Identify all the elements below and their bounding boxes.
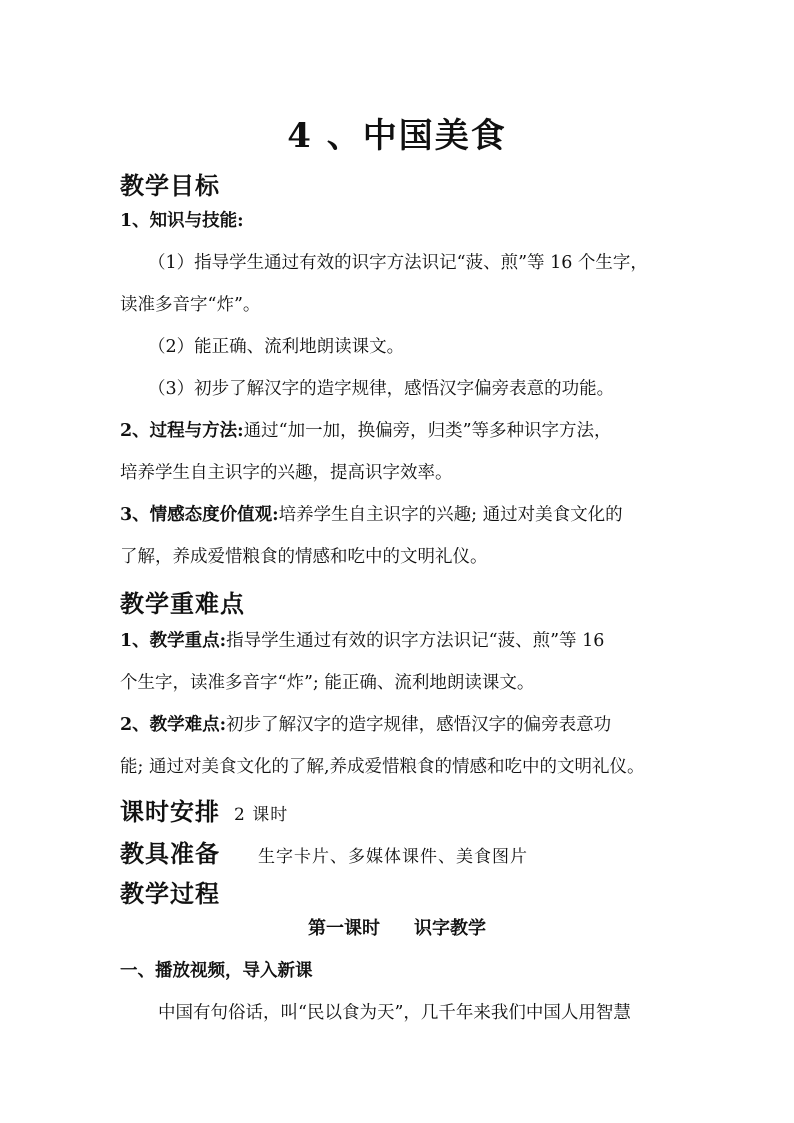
key2-text: 初步了解汉字的造字规律，感悟汉字的偏旁表意功 [226,715,612,735]
goal1-item3: （3）初步了解汉字的造字规律，感悟汉字偏旁表意的功能。 [148,379,615,399]
schedule-value: 2 课时 [234,805,289,825]
goal1-item1-line2: 读准多音字“炸”。 [120,295,261,315]
step1-heading: 一、播放视频，导入新课 [120,961,313,981]
prep-value: 生字卡片、多媒体课件、美食图片 [258,847,528,867]
page-title: 4 、中国美食 [287,116,507,156]
heading-process: 教学过程 [120,879,220,908]
step1-text: 中国有句俗话，叫“民以食为天”，几千年来我们中国人用智慧 [158,1003,631,1023]
schedule-label: 课时安排 [120,797,220,826]
key2-line1 [120,712,680,738]
goal2-line1 [120,418,680,444]
key2-line2: 能; 通过对美食文化的了解,养成爱惜粮食的情感和吃中的文明礼仪。 [120,757,645,777]
heading-key-points: 教学重难点 [120,589,245,618]
goal3-line2: 了解，养成爱惜粮食的情感和吃中的文明礼仪。 [120,547,488,567]
key1-label: 1、教学重点: [120,631,227,651]
goal1-heading: 1、知识与技能: [120,211,244,231]
heading-teaching-goals: 教学目标 [120,171,220,200]
goal2-line2: 培养学生自主识字的兴趣，提高识字效率。 [120,463,453,483]
goal2-text: 通过“加一加，换偏旁，归类”等多种识字方法， [243,421,612,441]
goal2-label: 2、过程与方法: [120,421,244,441]
heading-schedule [120,792,288,827]
goal1-item2: （2）能正确、流利地朗读课文。 [148,337,405,357]
prep-label: 教具准备 [120,839,220,868]
key1-line2: 个生字，读准多音字“炸”; 能正确、流利地朗读课文。 [120,673,535,693]
goal1-item1-line1: （1）指导学生通过有效的识字方法识记“菠、煎”等 16 个生字， [148,253,648,273]
key2-label: 2、教学难点: [120,715,227,735]
lesson-title [0,914,794,940]
goal3-label: 3、情感态度价值观: [120,505,279,525]
key1-line1 [120,628,680,654]
lesson-part2: 识字教学 [414,918,486,939]
heading-preparation [120,834,528,869]
goal3-text: 培养学生自主识字的兴趣; 通过对美食文化的 [278,505,623,525]
lesson-part1: 第一课时 [308,918,380,939]
key1-text: 指导学生通过有效的识字方法识记“菠、煎”等 16 [226,631,605,651]
goal3-line1 [120,502,680,528]
